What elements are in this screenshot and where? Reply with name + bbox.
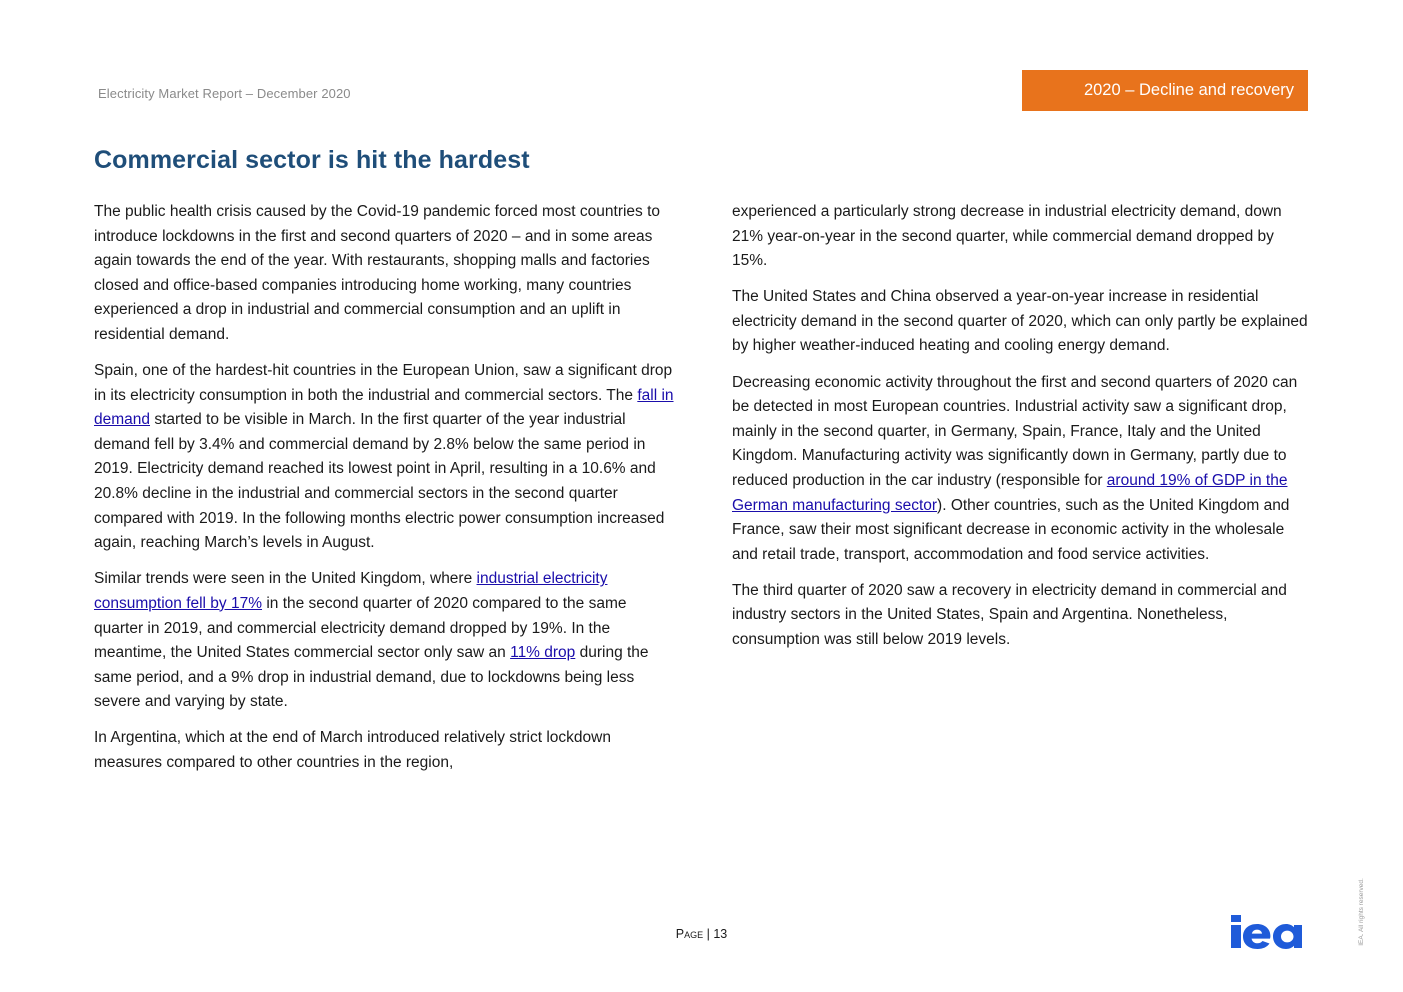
section-tab-label: 2020 – Decline and recovery — [1083, 81, 1294, 99]
report-title: Electricity Market Report – December 2020 — [98, 86, 351, 101]
us-commercial-drop-link[interactable]: 11% drop — [510, 644, 576, 662]
iea-logo-i-stem — [1231, 925, 1241, 948]
section-tab — [1022, 70, 1308, 111]
copyright-notice: IEA. All rights reserved. — [1358, 878, 1365, 946]
iea-logo-i-dot — [1231, 915, 1241, 922]
paragraph-text: Similar trends were seen in the United Kingdom, where — [94, 570, 477, 588]
paragraph-text: Decreasing economic activity throughout the first and second quarters of 2020 can be detected in most European countries. Industrial activity saw a significant drop, mainly in the second quarter, in Germany, Spain, France, Italy and the United Kingdom. Manufacturing activity was significantly down in Germany, partly due to reduced production in the car industry (responsible for — [732, 373, 1298, 489]
paragraph-text: started to be visible in March. In the first quarter of the year industrial demand fell by 3.4% and commercial demand by 2.8% below the same period in 2019. Electricity demand reached its lowest point in April, resulting in a 10.6% and 20.8% decline in the industrial and commercial sectors in the second quarter compared with 2019. In the following months electric power consumption increased again, reaching March’s levels in August. — [94, 411, 665, 552]
page-label: Page — [675, 927, 704, 941]
iea-logo — [1230, 914, 1310, 950]
uk-industrial-consumption-link[interactable]: industrial electricity consumption fell by 17% — [94, 570, 608, 612]
left-column — [94, 200, 676, 787]
german-gdp-link[interactable]: around 19% of GDP in the German manufacturing sector — [732, 471, 1288, 514]
paragraph — [94, 359, 676, 556]
right-column — [732, 200, 1312, 664]
page-separator: | — [703, 927, 714, 941]
paragraph-text: in the second quarter of 2020 compared to the same quarter in 2019, and commercial electricity demand dropped by 19%. In the meantime, the United States commercial sector only saw an — [94, 594, 627, 662]
paragraph: The public health crisis caused by the Covid-19 pandemic forced most countries to introduce lockdowns in the first and second quarters of 2020 – and in some areas again towards the end of the year. With restaurants, shopping malls and factories closed and office-based companies introducing home working, many countries experienced a drop in industrial and commercial consumption and an uplift in residential demand. — [94, 203, 661, 343]
fall-in-demand-link[interactable]: fall in demand — [94, 386, 674, 429]
page-number — [0, 927, 1403, 941]
page-number-value: 13 — [713, 927, 728, 941]
paragraph — [732, 371, 1312, 568]
paragraph: The third quarter of 2020 saw a recovery in electricity demand in commercial and industry sectors in the United States, Spain and Argentina. Nonetheless, consumption was still below 2019 levels. — [732, 581, 1287, 648]
paragraph: In Argentina, which at the end of March introduced relatively strict lockdown measures compared to other countries in the region, — [94, 729, 611, 771]
page-title: Commercial sector is hit the hardest — [94, 146, 530, 174]
paragraph — [94, 567, 676, 715]
paragraph: experienced a particularly strong decrease in industrial electricity demand, down 21% year-on-year in the second quarter, while commercial demand dropped by 15%. — [732, 203, 1282, 270]
iea-logo-a — [1273, 924, 1302, 949]
iea-logo-e — [1243, 924, 1270, 949]
paragraph-text: during the same period, and a 9% drop in industrial demand, due to lockdowns being less severe and varying by state. — [94, 644, 649, 711]
paragraph: The United States and China observed a year-on-year increase in residential electricity demand in the second quarter of 2020, which can only partly be explained by higher weather-induced heating and cooling energy demand. — [732, 288, 1308, 355]
paragraph-text: ). Other countries, such as the United Kingdom and France, saw their most significant decrease in economic activity in the wholesale and retail trade, transport, accommodation and food service activities. — [732, 496, 1290, 563]
paragraph-text: Spain, one of the hardest-hit countries in the European Union, saw a significant drop in its electricity consumption in both the industrial and commercial sectors. The — [94, 362, 673, 404]
